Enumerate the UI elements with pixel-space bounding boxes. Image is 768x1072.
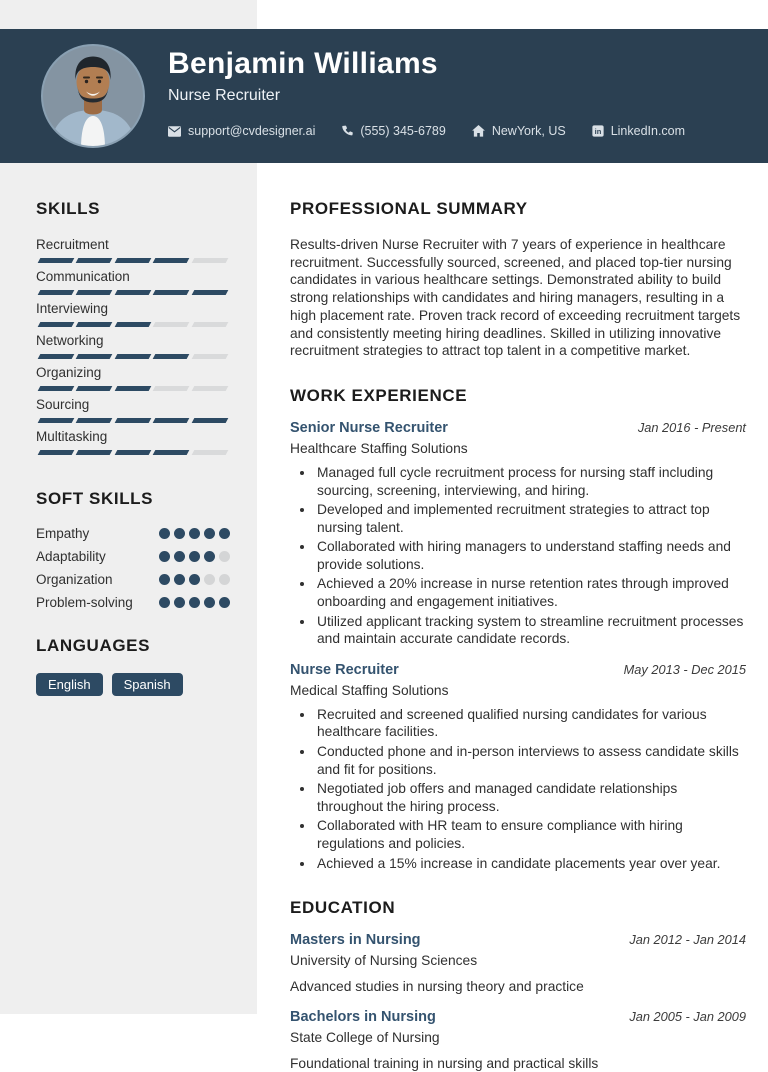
job-entry (290, 662, 746, 872)
summary-heading: PROFESSIONAL SUMMARY (290, 199, 528, 218)
skill-bar-segment (38, 290, 75, 295)
skill-label: Interviewing (36, 301, 109, 316)
person-name: Benjamin Williams (168, 47, 438, 80)
skill-label: Recruitment (36, 237, 109, 252)
skill-bar-segment (76, 290, 113, 295)
job-bullet: • Recruited and screened qualified nursing candidates for various healthcare facilities. (315, 706, 746, 741)
skill-bar-segment (76, 322, 113, 327)
soft-skill-dot (174, 597, 185, 608)
skill-bar-segment (76, 258, 113, 263)
soft-skills-list (36, 522, 230, 614)
skill-level-bar (36, 450, 230, 455)
languages-list (36, 673, 230, 696)
soft-skill-dot (189, 528, 200, 539)
skill-label: Networking (36, 333, 104, 348)
skill-item (36, 397, 230, 423)
sidebar (36, 199, 230, 696)
job-bullet: • Collaborated with HR team to ensure compliance with hiring regulations and policies. (315, 817, 746, 852)
education-section (290, 898, 746, 1072)
soft-skill-dot (174, 551, 185, 562)
home-icon (472, 125, 485, 137)
soft-skills-heading: SOFT SKILLS (36, 489, 154, 508)
soft-skill-dot (219, 528, 230, 539)
skill-bar-segment (114, 354, 151, 359)
contact-item-phone[interactable] (341, 124, 445, 138)
education-description: Foundational training in nursing and practical skills (290, 1056, 599, 1072)
skill-label: Communication (36, 269, 130, 284)
skill-bar-segment (38, 354, 75, 359)
work-experience-section (290, 386, 746, 872)
contact-linkedin-text: LinkedIn.com (610, 124, 686, 138)
jobs-list (290, 420, 746, 872)
job-company: Healthcare Staffing Solutions (290, 440, 468, 456)
skill-bar-segment (76, 450, 113, 455)
skill-bar-segment (191, 290, 228, 295)
job-entry-head (290, 420, 746, 437)
education-dates: Jan 2005 - Jan 2009 (629, 1009, 746, 1025)
language-pill: English (36, 673, 103, 696)
education-dates: Jan 2012 - Jan 2014 (629, 932, 746, 948)
skill-bar-segment (191, 354, 228, 359)
skill-bar-segment (114, 418, 151, 423)
job-dates: May 2013 - Dec 2015 (623, 661, 746, 677)
job-bullet: • Conducted phone and in-person interviews to assess candidate skills and fit for positions. (315, 743, 746, 778)
skill-bar-segment (76, 354, 113, 359)
education-school: University of Nursing Sciences (290, 953, 478, 969)
soft-skill-dot (189, 597, 200, 608)
email-icon (168, 126, 181, 137)
skills-list (36, 237, 230, 455)
soft-skill-dot (159, 597, 170, 608)
education-school: State College of Nursing (290, 1030, 440, 1046)
person-job-title: Nurse Recruiter (168, 87, 281, 104)
contact-email-text: support@cvdesigner.ai (188, 124, 316, 138)
skill-label: Multitasking (36, 429, 108, 444)
soft-skill-dot (204, 528, 215, 539)
skill-bar-segment (38, 386, 75, 391)
languages-heading: LANGUAGES (36, 636, 151, 655)
skill-item (36, 301, 230, 327)
job-company: Medical Staffing Solutions (290, 682, 449, 698)
skill-bar-segment (114, 386, 151, 391)
education-description: Advanced studies in nursing theory and practice (290, 979, 584, 995)
job-bullet: • Collaborated with hiring managers to understand staffing needs and provide solutions. (315, 538, 746, 573)
skill-bar-segment (153, 450, 190, 455)
contact-item-email[interactable] (168, 124, 315, 138)
linkedin-icon (592, 125, 604, 137)
soft-skill-dot (204, 574, 215, 585)
contact-bar (168, 124, 748, 138)
summary-text: Results-driven Nurse Recruiter with 7 years of experience in healthcare recruitment. Successfully sourced, screened, and placed top-tier nursing candidates in various healthcare settings. Demonstrated ability to build strong relationships with candidates and hiring managers, resulting in a high placement rate. Proven track record of exceeding recruitment targets and consistently meeting hiring deadlines. Skilled in utilizing innovative recruitment strategies to attract top talent in a competitive market. (290, 237, 741, 359)
soft-skill-dot (189, 574, 200, 585)
skill-bar-segment (191, 450, 228, 455)
skills-heading: SKILLS (36, 199, 101, 218)
education-degree: Masters in Nursing (290, 932, 421, 949)
soft-skill-row (36, 545, 230, 568)
job-bullet: • Achieved a 15% increase in candidate placements year over year. (315, 855, 746, 873)
soft-skill-label: Adaptability (36, 549, 106, 564)
soft-skill-dot (219, 597, 230, 608)
skill-item (36, 365, 230, 391)
skill-bar-segment (153, 354, 190, 359)
header (0, 29, 768, 163)
soft-skill-row (36, 522, 230, 545)
education-list (290, 932, 746, 1072)
soft-skill-label: Empathy (36, 526, 90, 541)
job-entry (290, 420, 746, 648)
skill-bar-segment (153, 290, 190, 295)
education-entry-head (290, 932, 746, 949)
skill-bar-segment (114, 290, 151, 295)
soft-skill-dot (189, 551, 200, 562)
education-entry (290, 932, 746, 995)
skill-bar-segment (114, 322, 151, 327)
skill-level-bar (36, 354, 230, 359)
skill-item (36, 333, 230, 359)
language-pill: Spanish (112, 673, 183, 696)
skill-item (36, 237, 230, 263)
skill-bar-segment (191, 386, 228, 391)
job-bullet: • Achieved a 20% increase in nurse retention rates through improved onboarding and engagement initiatives. (315, 575, 746, 610)
job-bullet: • Utilized applicant tracking system to streamline recruitment processes and maintain accurate candidate records. (315, 613, 746, 648)
education-entry-head (290, 1009, 746, 1026)
soft-skill-dot (204, 597, 215, 608)
skill-bar-segment (38, 418, 75, 423)
job-bullet: • Developed and implemented recruitment strategies to attract top nursing talent. (315, 501, 746, 536)
contact-location-text: NewYork, US (491, 124, 566, 138)
skill-bar-segment (153, 322, 190, 327)
soft-skill-dot (219, 551, 230, 562)
skill-label: Sourcing (36, 397, 90, 412)
skill-bar-segment (76, 386, 113, 391)
skill-bar-segment (191, 418, 228, 423)
soft-skill-label: Organization (36, 572, 113, 587)
soft-skill-dots (159, 528, 230, 539)
soft-skill-dot (174, 528, 185, 539)
skill-bar-segment (114, 258, 151, 263)
skill-bar-segment (38, 258, 75, 263)
soft-skill-dots (159, 551, 230, 562)
contact-item-location[interactable] (472, 124, 566, 138)
skill-level-bar (36, 418, 230, 423)
skill-item (36, 429, 230, 455)
job-bullet: • Negotiated job offers and managed candidate relationships throughout the hiring process. (315, 780, 746, 815)
work-experience-heading: WORK EXPERIENCE (290, 385, 468, 405)
soft-skill-label: Problem-solving (36, 595, 133, 610)
soft-skill-dot (219, 574, 230, 585)
soft-skill-dot (204, 551, 215, 562)
job-bullets (290, 464, 746, 648)
phone-icon (341, 125, 353, 137)
main-content (290, 199, 746, 1072)
education-heading: EDUCATION (290, 898, 396, 918)
contact-phone-text: (555) 345-6789 (360, 124, 446, 138)
skill-bar-segment (153, 258, 190, 263)
soft-skill-dot (159, 551, 170, 562)
job-title: Nurse Recruiter (290, 661, 399, 678)
soft-skill-dots (159, 574, 230, 585)
job-bullet: • Managed full cycle recruitment process for nursing staff including sourcing, screening, interviewing, and hiring. (315, 464, 746, 499)
summary-section (290, 199, 746, 360)
skill-bar-segment (38, 450, 75, 455)
skill-bar-segment (153, 386, 190, 391)
skill-item (36, 269, 230, 295)
soft-skill-dot (174, 574, 185, 585)
job-title: Senior Nurse Recruiter (290, 419, 448, 436)
job-bullets (290, 706, 746, 872)
job-dates: Jan 2016 - Present (637, 419, 746, 435)
education-entry (290, 1009, 746, 1072)
soft-skill-dot (159, 528, 170, 539)
skill-level-bar (36, 386, 230, 391)
education-degree: Bachelors in Nursing (290, 1009, 436, 1026)
skill-bar-segment (114, 450, 151, 455)
soft-skill-dot (159, 574, 170, 585)
soft-skill-dots (159, 597, 230, 608)
skill-level-bar (36, 258, 230, 263)
skill-label: Organizing (36, 365, 102, 380)
profile-photo (40, 43, 146, 149)
skill-level-bar (36, 322, 230, 327)
soft-skill-row (36, 591, 230, 614)
skill-bar-segment (76, 418, 113, 423)
skill-bar-segment (191, 258, 228, 263)
job-entry-head (290, 662, 746, 679)
contact-item-linkedin[interactable] (592, 124, 685, 138)
skill-bar-segment (38, 322, 75, 327)
skill-bar-segment (153, 418, 190, 423)
skill-bar-segment (191, 322, 228, 327)
header-text (168, 46, 748, 138)
avatar (40, 43, 146, 149)
svg-text:in: in (594, 127, 602, 136)
soft-skill-row (36, 568, 230, 591)
skill-level-bar (36, 290, 230, 295)
